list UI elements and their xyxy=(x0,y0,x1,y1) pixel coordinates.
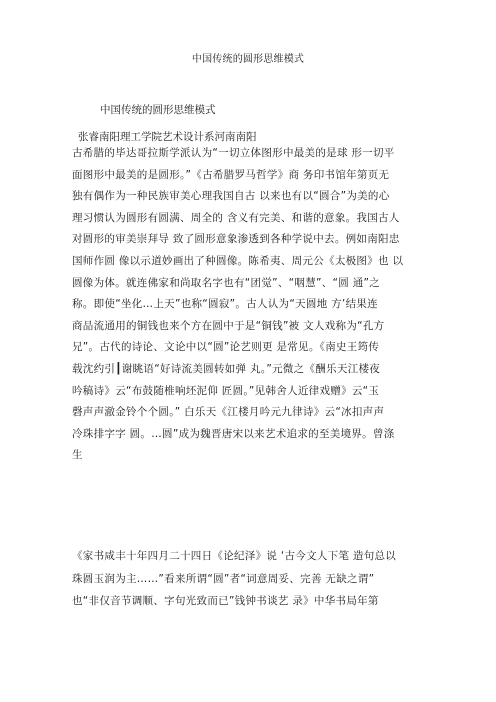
author-affiliation: 张睿南阳理工学院艺术设计系河南南阳 xyxy=(78,131,257,143)
paragraph-1 xyxy=(72,143,432,467)
text-line: 面图形中最美的是圆形。”《古希腊罗马哲学》商 务印书馆年第页无 xyxy=(72,168,390,181)
text-line: 冷珠排字字 圆。…圆”成为魏晋唐宋以来艺术追求的至美境界。曾涤 xyxy=(72,427,395,440)
text-line: 吟稿诗》云“布鼓随椎响坯泥仰 匠圆。”见韩舍人近律戏赠》云“玉 xyxy=(72,384,380,397)
section-heading: 中国传统的圆形思维模式 xyxy=(100,104,216,116)
text-line: 对圆形的审美崇拜导 致了圆形意象渗透到各种学说中去。例如南阳忠 xyxy=(72,233,400,246)
text-line: 《家书咸丰十年四月二十四日《论纪泽》说 ‘古今文人下笔 造句总以 xyxy=(72,550,397,562)
text-line: 生 xyxy=(72,449,83,462)
text-line: 兄”。古代的诗论、文论中以“圆”论艺则更 是常见。《南史王筠传 xyxy=(72,341,380,354)
text-line: 载沈约引┃谢眺语“好诗流美圆转如弹 丸。”元微之《酬乐天江楼夜 xyxy=(72,362,381,375)
paragraph-2 xyxy=(72,545,432,613)
text-line: 古希腊的毕达哥拉斯学派认为“一切立体图形中最美的是球 形一切平 xyxy=(72,147,395,159)
text-line: 也“非仅音节调顺、字句光致而已”钱钟书谈艺 录》中华书局年第 xyxy=(72,595,379,607)
text-line: 商品流通用的铜钱也来个方在圆中于是“铜钱”被 文人戏称为“孔方 xyxy=(72,319,385,332)
text-line: 理习惯认为圆形有圆满、周全的 含义有完美、和谐的意象。我国古人 xyxy=(72,211,400,224)
text-line: 磬声声澈金铃个个圆。” 白乐天《江楼月吟元九律诗》云“冰扣声声 xyxy=(72,406,385,419)
text-line: 独有偶作为一种民族审美心理我国自古 以来也有以“圆合”为美的心 xyxy=(72,190,390,203)
text-line: 国师作圆 像以示道妙画出了种圆像。陈希夷、周元公《太极图》也 以 xyxy=(72,254,404,267)
text-line: 称。即使“坐化…上天”也称“圆寂”。古人认为“天圆地 方’结果连 xyxy=(72,298,378,311)
text-line: 圆像为体。就连佛家和尚取名字也有“团觉”、“咽慧”、“圆 通”之 xyxy=(72,276,381,289)
text-line: 珠圆玉润为主……”看来所谓“圆”者“词意周妥、完善 无缺之谓” xyxy=(72,572,375,585)
document-title: 中国传统的圆形思维模式 xyxy=(191,54,305,65)
